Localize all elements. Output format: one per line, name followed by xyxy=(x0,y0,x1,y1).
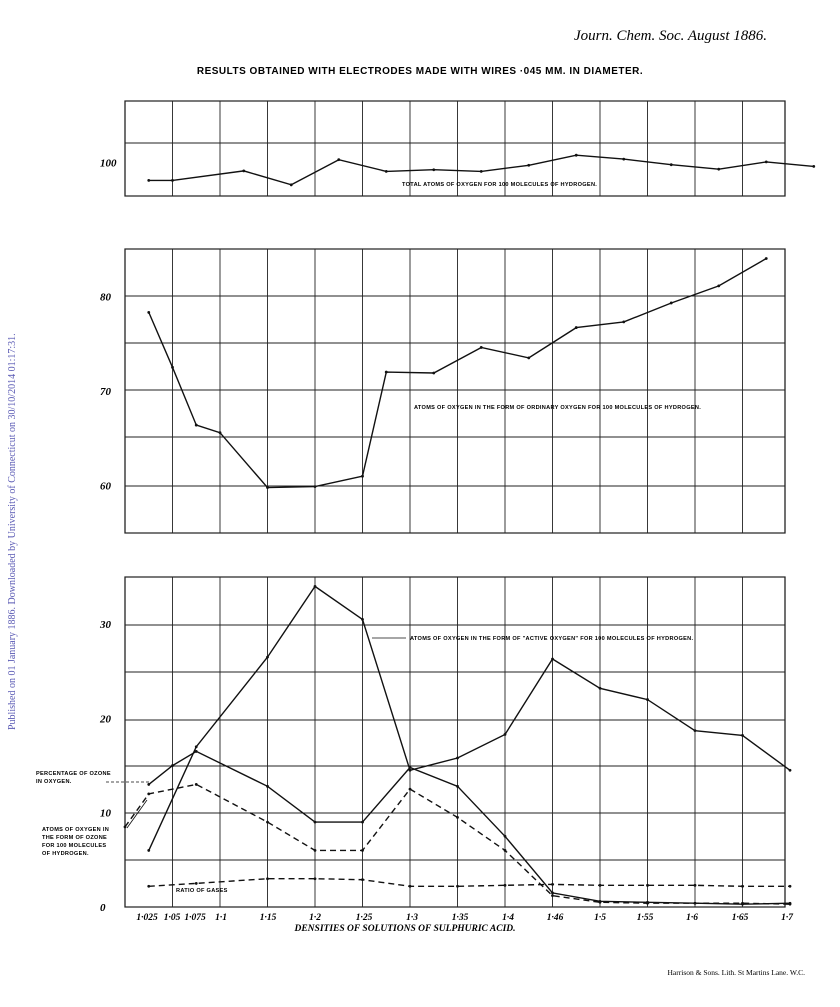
data-point xyxy=(409,766,412,769)
y-tick-label: 80 xyxy=(100,291,111,304)
data-point xyxy=(504,884,507,887)
data-point xyxy=(527,356,530,359)
data-point xyxy=(670,302,673,305)
data-point xyxy=(741,902,744,905)
data-point xyxy=(694,884,697,887)
data-point xyxy=(741,734,744,737)
x-tick-label: 1·15 xyxy=(259,913,277,923)
data-point xyxy=(195,783,198,786)
data-point xyxy=(361,849,364,852)
annotation-label: RATIO OF GASES xyxy=(176,888,228,894)
data-point xyxy=(456,757,459,760)
annotation-label: ATOMS OF OXYGEN IN THE FORM OF ORDINARY OXYGEN FOR 100 MOLECULES OF HYDROGEN. xyxy=(414,405,702,411)
data-point xyxy=(765,257,768,260)
data-point xyxy=(314,485,317,488)
data-point xyxy=(575,154,578,157)
data-point xyxy=(385,170,388,173)
data-point xyxy=(195,882,198,885)
annotation-label: PERCENTAGE OF OZONE xyxy=(36,771,111,777)
data-point xyxy=(147,849,150,852)
y-tick-label: 30 xyxy=(100,619,111,632)
x-tick-label: 1·55 xyxy=(636,913,654,923)
data-point xyxy=(717,168,720,171)
journal-reference: Journ. Chem. Soc. August 1886. xyxy=(574,28,768,44)
panel-total-oxygen xyxy=(100,101,815,196)
data-point xyxy=(147,885,150,888)
data-point xyxy=(480,346,483,349)
plot-frame xyxy=(125,577,785,907)
data-point xyxy=(171,764,174,767)
panel-ordinary-oxygen xyxy=(100,249,785,533)
data-point xyxy=(504,849,507,852)
data-point xyxy=(765,161,768,164)
x-tick-label: 1·3 xyxy=(406,913,418,923)
data-point xyxy=(385,371,388,374)
data-point xyxy=(361,821,364,824)
data-point xyxy=(361,618,364,621)
x-tick-label: 1·05 xyxy=(163,913,181,923)
data-point xyxy=(195,750,198,753)
data-point xyxy=(409,885,412,888)
x-tick-label: 1·075 xyxy=(184,913,206,923)
data-point xyxy=(266,785,269,788)
data-point xyxy=(504,733,507,736)
data-point xyxy=(646,902,649,905)
annotation-label: TOTAL ATOMS OF OXYGEN FOR 100 MOLECULES OF HYDROGEN. xyxy=(402,182,598,188)
panel-active-oxygen xyxy=(36,577,794,923)
chart-title: RESULTS OBTAINED WITH ELECTRODES MADE WITH WIRES ·045 MM. IN DIAMETER. xyxy=(196,66,644,77)
data-point xyxy=(670,163,673,166)
x-tick-label: 1·1 xyxy=(215,913,227,923)
data-point xyxy=(171,366,174,369)
x-tick-label: 1·65 xyxy=(731,913,749,923)
data-point xyxy=(432,372,435,375)
data-point xyxy=(361,878,364,881)
data-point xyxy=(147,179,150,182)
data-point xyxy=(147,311,150,314)
annotation-label: ATOMS OF OXYGEN IN THE FORM OF "ACTIVE OXYGEN" FOR 100 MOLECULES OF HYDROGEN. xyxy=(410,636,694,642)
x-tick-label: 1·35 xyxy=(451,913,469,923)
data-point xyxy=(599,901,602,904)
data-point xyxy=(646,884,649,887)
data-point xyxy=(456,885,459,888)
data-point xyxy=(314,585,317,588)
x-axis-label: DENSITIES OF SOLUTIONS OF SULPHURIC ACID. xyxy=(294,924,516,934)
x-tick-label: 1·4 xyxy=(502,913,514,923)
data-point xyxy=(622,158,625,161)
data-point xyxy=(456,816,459,819)
data-point xyxy=(694,902,697,905)
x-tick-label: 1·7 xyxy=(781,913,793,923)
data-point xyxy=(314,877,317,880)
data-point xyxy=(551,891,554,894)
side-note: Published on 01 January 1886. Downloaded by University of Connecticut on 30/10/2014 01:17:31. xyxy=(7,333,18,730)
data-point xyxy=(480,170,483,173)
x-tick-label: 1·5 xyxy=(594,913,606,923)
data-point xyxy=(409,788,412,791)
annotation-label: OF HYDROGEN. xyxy=(42,851,89,857)
annotation-arrow xyxy=(127,800,147,828)
annotation-label: IN OXYGEN. xyxy=(36,779,72,785)
data-point xyxy=(290,183,293,186)
lithographer-credit: Harrison & Sons. Lith. St Martins Lane. W.C. xyxy=(667,968,805,977)
data-point xyxy=(504,835,507,838)
annotation-label: FOR 100 MOLECULES xyxy=(42,843,107,849)
data-point xyxy=(432,168,435,171)
data-point xyxy=(456,785,459,788)
x-tick-label: 1·46 xyxy=(546,913,564,923)
data-point xyxy=(219,431,222,434)
data-point xyxy=(646,698,649,701)
y-tick-label: 20 xyxy=(100,713,111,726)
data-point xyxy=(741,885,744,888)
data-point xyxy=(551,894,554,897)
data-point xyxy=(337,158,340,161)
data-point xyxy=(314,821,317,824)
data-point xyxy=(314,849,317,852)
data-point xyxy=(551,883,554,886)
data-point xyxy=(171,179,174,182)
x-tick-label: 1·6 xyxy=(686,913,698,923)
data-point xyxy=(622,320,625,323)
data-point xyxy=(812,165,815,168)
data-point xyxy=(789,769,792,772)
series-line-total-atoms-of-oxygen-for-100-molecules- xyxy=(149,155,814,185)
data-point xyxy=(527,164,530,167)
series-line-percentage-of-ozone-in-oxygen xyxy=(149,751,790,904)
y-tick-label: 10 xyxy=(100,807,111,820)
y-tick-label: 0 xyxy=(100,902,106,914)
data-point xyxy=(717,285,720,288)
data-point xyxy=(195,424,198,427)
annotation-label: ATOMS OF OXYGEN IN xyxy=(42,827,110,833)
data-point xyxy=(195,745,198,748)
data-point xyxy=(694,729,697,732)
data-point xyxy=(266,877,269,880)
y-tick-label: 100 xyxy=(100,157,117,170)
data-point xyxy=(147,792,150,795)
data-point xyxy=(266,656,269,659)
plot-frame xyxy=(125,249,785,533)
data-point xyxy=(599,687,602,690)
data-point xyxy=(242,169,245,172)
x-tick-label: 1·025 xyxy=(136,913,158,923)
data-point xyxy=(599,884,602,887)
data-point xyxy=(551,658,554,661)
data-point xyxy=(266,486,269,489)
data-point xyxy=(789,885,792,888)
data-point xyxy=(575,326,578,329)
data-point xyxy=(147,783,150,786)
data-point xyxy=(124,825,127,828)
data-point xyxy=(789,903,792,906)
x-tick-label: 1·2 xyxy=(309,913,321,923)
data-point xyxy=(361,475,364,478)
y-tick-label: 70 xyxy=(100,386,111,398)
y-tick-label: 60 xyxy=(100,480,111,493)
data-point xyxy=(266,821,269,824)
x-tick-label: 1·25 xyxy=(355,913,373,923)
annotation-label: THE FORM OF OZONE xyxy=(42,835,108,841)
